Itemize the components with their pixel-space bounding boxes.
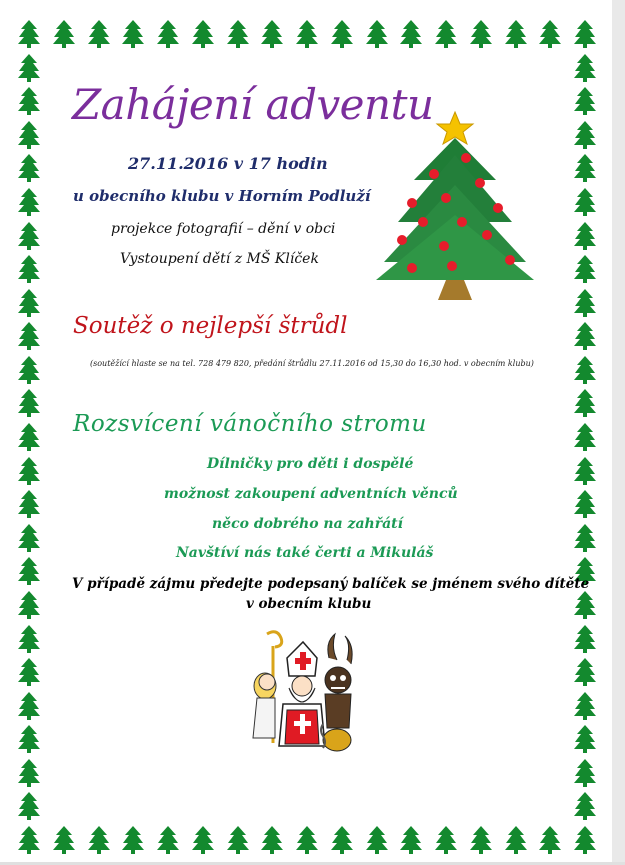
christmas-tree-icon xyxy=(18,826,40,854)
christmas-tree-icon xyxy=(539,826,561,854)
christmas-tree-icon xyxy=(400,20,422,48)
christmas-tree-icon xyxy=(18,692,40,720)
christmas-tree-icon xyxy=(574,389,596,417)
christmas-tree-icon xyxy=(331,826,353,854)
christmas-tree-icon xyxy=(574,289,596,317)
program-item: projekce fotografií – dění v obci xyxy=(111,221,336,237)
christmas-tree-icon xyxy=(574,54,596,82)
christmas-tree-icon xyxy=(18,557,40,585)
activity-item: něco dobrého na zahřátí xyxy=(212,516,403,532)
tree-lighting-heading: Rozsvícení vánočního stromu xyxy=(73,411,427,437)
christmas-tree-icon xyxy=(574,759,596,787)
christmas-tree-icon xyxy=(53,20,75,48)
christmas-tree-icon xyxy=(400,826,422,854)
christmas-tree-icon xyxy=(18,591,40,619)
christmas-tree-icon xyxy=(18,524,40,552)
saint-nicholas-angel-devil-image xyxy=(245,628,355,756)
christmas-tree-icon xyxy=(574,524,596,552)
christmas-tree-icon xyxy=(192,20,214,48)
christmas-tree-icon xyxy=(574,322,596,350)
event-place: u obecního klubu v Horním Podluží xyxy=(73,187,371,205)
christmas-tree-icon xyxy=(435,826,457,854)
christmas-tree-icon xyxy=(18,389,40,417)
christmas-tree-icon xyxy=(539,20,561,48)
package-note: v obecním klubu xyxy=(246,596,372,612)
activity-item: možnost zakoupení adventních věnců xyxy=(164,486,458,502)
christmas-tree-icon xyxy=(18,625,40,653)
page-edge xyxy=(612,0,625,865)
package-note: V případě zájmu předejte podepsaný balíček se jménem svého dítěte xyxy=(72,576,590,592)
christmas-tree-icon xyxy=(53,826,75,854)
christmas-tree-icon xyxy=(470,20,492,48)
activity-item: Navštíví nás také čerti a Mikuláš xyxy=(176,545,434,561)
christmas-tree-icon xyxy=(574,457,596,485)
christmas-tree-icon xyxy=(18,154,40,182)
christmas-tree-icon xyxy=(574,692,596,720)
christmas-tree-icon xyxy=(574,591,596,619)
christmas-tree-icon xyxy=(435,20,457,48)
christmas-tree-icon xyxy=(18,188,40,216)
christmas-tree-icon xyxy=(18,725,40,753)
christmas-tree-icon xyxy=(261,826,283,854)
christmas-tree-icon xyxy=(18,322,40,350)
activity-item: Dílničky pro děti i dospělé xyxy=(207,456,414,472)
christmas-tree-image xyxy=(372,110,537,310)
christmas-tree-icon xyxy=(18,792,40,820)
christmas-tree-icon xyxy=(574,356,596,384)
christmas-tree-icon xyxy=(574,625,596,653)
christmas-tree-icon xyxy=(574,423,596,451)
christmas-tree-icon xyxy=(18,87,40,115)
christmas-tree-icon xyxy=(261,20,283,48)
christmas-tree-icon xyxy=(18,222,40,250)
christmas-tree-icon xyxy=(18,658,40,686)
christmas-tree-icon xyxy=(574,255,596,283)
christmas-tree-icon xyxy=(157,20,179,48)
christmas-tree-icon xyxy=(88,826,110,854)
christmas-tree-icon xyxy=(88,20,110,48)
christmas-tree-icon xyxy=(122,20,144,48)
contest-note: (soutěžící hlaste se na tel. 728 479 820, předání štrůdlu 27.11.2016 od 15,30 do 16,30 hod. v obecním klubu) xyxy=(90,359,534,368)
christmas-tree-icon xyxy=(505,20,527,48)
christmas-tree-icon xyxy=(574,658,596,686)
christmas-tree-icon xyxy=(122,826,144,854)
christmas-tree-icon xyxy=(296,20,318,48)
christmas-tree-icon xyxy=(574,490,596,518)
christmas-tree-icon xyxy=(18,457,40,485)
christmas-tree-icon xyxy=(574,792,596,820)
christmas-tree-icon xyxy=(18,54,40,82)
christmas-tree-icon xyxy=(574,826,596,854)
christmas-tree-icon xyxy=(192,826,214,854)
christmas-tree-icon xyxy=(227,826,249,854)
christmas-tree-icon xyxy=(574,725,596,753)
christmas-tree-icon xyxy=(296,826,318,854)
christmas-tree-icon xyxy=(331,20,353,48)
christmas-tree-icon xyxy=(366,826,388,854)
christmas-tree-icon xyxy=(227,20,249,48)
program-item: Vystoupení dětí z MŠ Klíček xyxy=(120,251,319,267)
christmas-tree-icon xyxy=(18,759,40,787)
christmas-tree-icon xyxy=(470,826,492,854)
christmas-tree-icon xyxy=(18,289,40,317)
christmas-tree-icon xyxy=(574,121,596,149)
event-title: Zahájení adventu xyxy=(72,80,434,129)
christmas-tree-icon xyxy=(18,356,40,384)
event-date: 27.11.2016 v 17 hodin xyxy=(128,154,328,173)
christmas-tree-icon xyxy=(366,20,388,48)
christmas-tree-icon xyxy=(574,20,596,48)
christmas-tree-icon xyxy=(574,154,596,182)
christmas-tree-icon xyxy=(574,222,596,250)
christmas-tree-icon xyxy=(505,826,527,854)
christmas-tree-icon xyxy=(574,87,596,115)
christmas-tree-icon xyxy=(574,188,596,216)
christmas-tree-icon xyxy=(18,490,40,518)
christmas-tree-icon xyxy=(18,20,40,48)
contest-heading: Soutěž o nejlepší štrůdl xyxy=(73,313,348,339)
christmas-tree-icon xyxy=(157,826,179,854)
christmas-tree-icon xyxy=(18,121,40,149)
christmas-tree-icon xyxy=(18,255,40,283)
christmas-tree-icon xyxy=(18,423,40,451)
